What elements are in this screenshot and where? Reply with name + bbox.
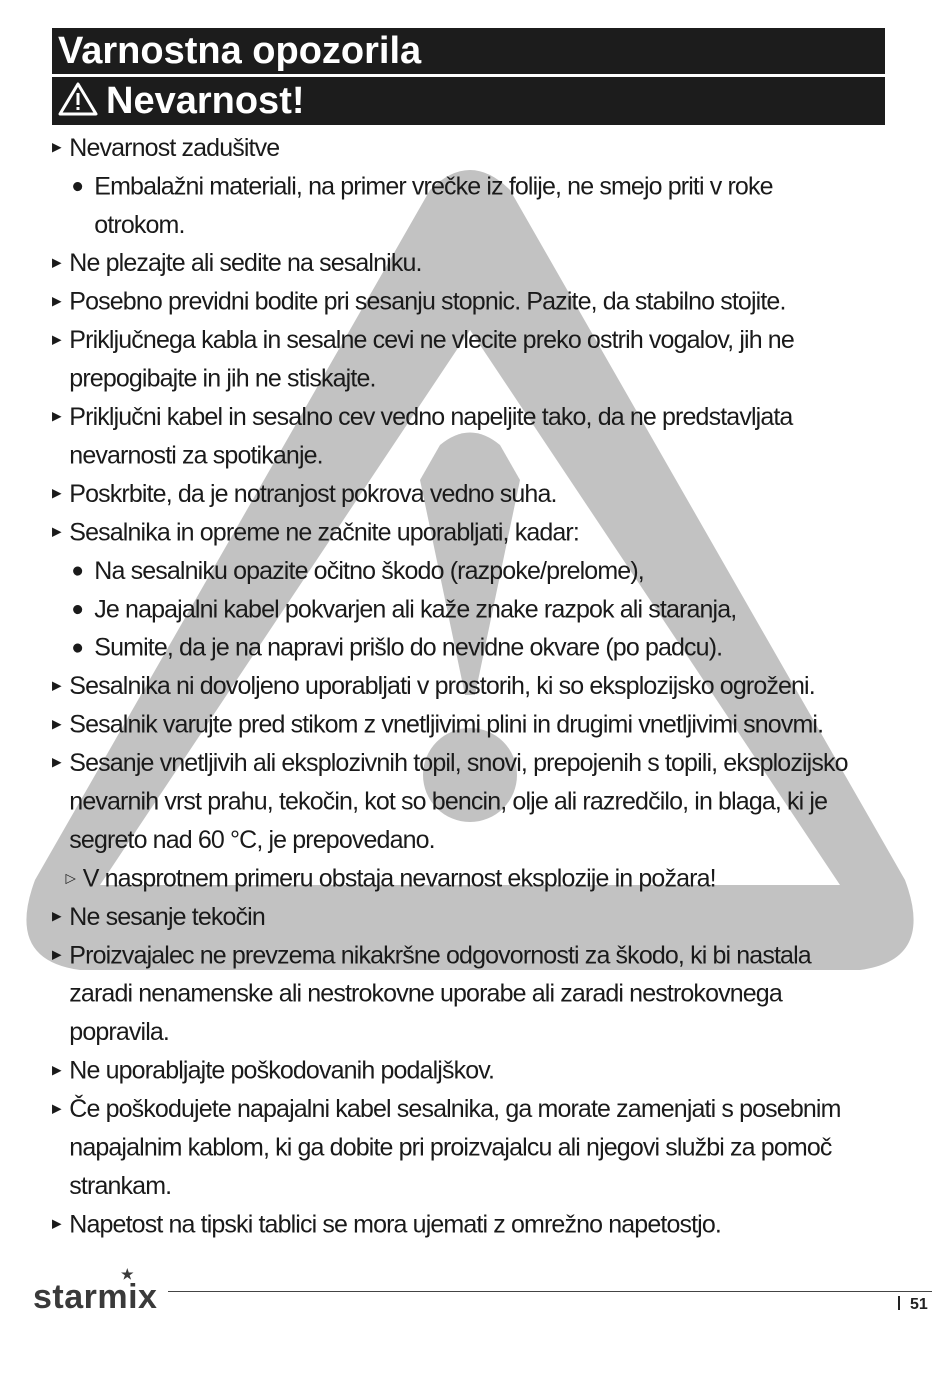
safety-list bbox=[52, 128, 859, 1243]
page-number: 51 bbox=[898, 1296, 928, 1314]
list-item: ▶ Proizvajalec ne prevzema nikakršne odgovornosti za škodo, ki bi nastala zaradi nenamenske ali nestrokovne uporabe ali zaradi nestrokovnega popravila. bbox=[52, 935, 859, 1050]
list-item: ▶ Poskrbite, da je notranjost pokrova vedno suha. bbox=[52, 474, 859, 512]
sub-list-item: ● Embalažni materiali, na primer vrečke iz folije, ne smejo priti v roke otrokom. bbox=[52, 166, 859, 243]
list-item: ▶ Če poškodujete napajalni kabel sesalnika, ga morate zamenjati s posebnim napajalnim kablom, ki ga dobite pri proizvajalcu ali njegovi službi za pomoč strankam. bbox=[52, 1089, 859, 1204]
sub-list-item: ● Sumite, da je na napravi prišlo do nevidne okvare (po padcu). bbox=[52, 628, 859, 666]
list-item: ▶ Nevarnost zadušitve bbox=[52, 128, 859, 166]
warning-triangle-icon bbox=[58, 82, 98, 116]
list-item: ▶ Sesalnik varujte pred stikom z vnetljivimi plini in drugimi vnetljivimi snovmi. bbox=[52, 705, 859, 743]
list-item: ▶ Sesanje vnetljivih ali eksplozivnih topil, snovi, prepojenih s topili, eksplozijsko nevarnih vrst prahu, tekočin, kot so bencin, olje ali razredčilo, in blaga, ki je segreto nad 60 °C, je prepovedano. bbox=[52, 743, 859, 858]
sub-list-item: ● Je napajalni kabel pokvarjen ali kaže znake razpok ali staranja, bbox=[52, 589, 859, 627]
list-item: ▶ Priključni kabel in sesalno cev vedno napeljite tako, da ne predstavljata nevarnosti za spotikanje. bbox=[52, 397, 859, 474]
sub-list-item: ● Na sesalniku opazite očitno škodo (razpoke/prelome), bbox=[52, 551, 859, 589]
list-item: ▶ Sesalnika ni dovoljeno uporabljati v prostorih, ki so eksplozijsko ogroženi. bbox=[52, 666, 859, 704]
danger-banner bbox=[52, 77, 885, 125]
list-item: ▶ Ne sesanje tekočin bbox=[52, 897, 859, 935]
result-note: ▷ V nasprotnem primeru obstaja nevarnost eksplozije in požara! bbox=[52, 859, 859, 897]
list-item: ▶ Ne plezajte ali sedite na sesalniku. bbox=[52, 243, 859, 281]
footer-divider bbox=[168, 1291, 932, 1292]
list-item: ▶ Priključnega kabla in sesalne cevi ne vlecite preko ostrih vogalov, jih ne prepogibajte in jih ne stiskajte. bbox=[52, 320, 859, 397]
starmix-logo: starmix ★ bbox=[33, 1266, 158, 1316]
list-item: ▶ Sesalnika in opreme ne začnite uporabljati, kadar: bbox=[52, 512, 859, 550]
list-item: ▶ Posebno previdni bodite pri sesanju stopnic. Pazite, da stabilno stojite. bbox=[52, 282, 859, 320]
page-title: Varnostna opozorila bbox=[52, 28, 885, 74]
danger-title: Nevarnost! bbox=[106, 80, 305, 122]
list-item: ▶ Napetost na tipski tablici se mora ujemati z omrežno napetostjo. bbox=[52, 1205, 859, 1243]
list-item: ▶ Ne uporabljajte poškodovanih podaljškov. bbox=[52, 1051, 859, 1089]
